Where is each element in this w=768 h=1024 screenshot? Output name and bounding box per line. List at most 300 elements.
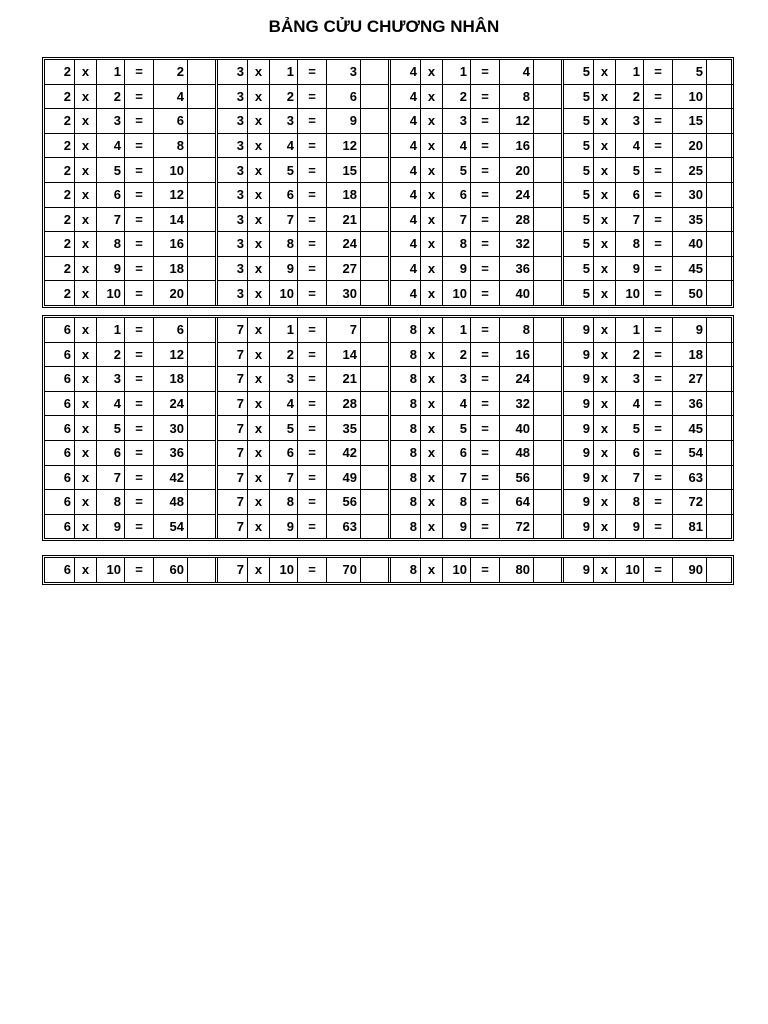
multiplicand-cell: 2	[63, 187, 71, 203]
blank-cell	[360, 257, 388, 281]
blank-cell	[533, 558, 561, 582]
multiplier-cell: 7	[96, 208, 124, 232]
multiplicand-cell: 6	[63, 562, 71, 578]
multiplicand-cell: 7	[236, 562, 244, 578]
table-row	[564, 415, 734, 440]
multiplier-cell: 2	[269, 343, 297, 367]
table-row	[564, 256, 734, 281]
product-cell: 12	[153, 183, 187, 207]
product-cell: 40	[499, 416, 533, 440]
equals-sign-cell: =	[124, 490, 153, 514]
blank-cell	[187, 318, 215, 342]
product-cell: 30	[672, 183, 706, 207]
equals-sign-cell: =	[470, 515, 499, 539]
multiplier-cell: 1	[442, 318, 470, 342]
table-row	[45, 514, 215, 539]
multiplicand-cell: 7	[236, 346, 244, 362]
multiplicand-cell: 8	[409, 346, 417, 362]
times-sign-cell: x	[593, 343, 615, 367]
product-cell: 14	[326, 343, 360, 367]
product-cell: 40	[672, 232, 706, 256]
multiplier-cell: 2	[442, 343, 470, 367]
times-table-block	[561, 318, 734, 538]
equals-sign-cell: =	[124, 558, 153, 582]
multiplier-cell: 9	[96, 515, 124, 539]
equals-sign-cell: =	[643, 85, 672, 109]
table-row	[564, 157, 734, 182]
times-sign-cell: x	[593, 232, 615, 256]
table-row	[218, 84, 388, 109]
product-cell: 42	[326, 441, 360, 465]
table-row	[45, 231, 215, 256]
blank-cell	[706, 466, 734, 490]
product-cell: 6	[326, 85, 360, 109]
table-row	[391, 391, 561, 416]
times-sign-cell: x	[420, 318, 442, 342]
times-sign-cell: x	[247, 134, 269, 158]
blank-cell	[533, 466, 561, 490]
table-row	[45, 280, 215, 305]
multiplier-cell: 4	[96, 134, 124, 158]
equals-sign-cell: =	[643, 60, 672, 84]
product-cell: 63	[326, 515, 360, 539]
equals-sign-cell: =	[124, 367, 153, 391]
multiplicand-cell: 4	[409, 64, 417, 80]
multiplicand-cell: 8	[409, 322, 417, 338]
blank-cell	[533, 109, 561, 133]
multiplicand-cell: 8	[409, 396, 417, 412]
table-row	[218, 157, 388, 182]
table-row	[45, 465, 215, 490]
multiplicand-cell: 8	[409, 519, 417, 535]
product-cell: 36	[499, 257, 533, 281]
times-sign-cell: x	[420, 232, 442, 256]
table-row	[564, 489, 734, 514]
equals-sign-cell: =	[470, 232, 499, 256]
multiplier-cell: 9	[269, 515, 297, 539]
table-row	[391, 256, 561, 281]
times-table-block	[215, 558, 388, 582]
equals-sign-cell: =	[470, 60, 499, 84]
times-sign-cell: x	[247, 343, 269, 367]
multiplicand-cell: 2	[63, 236, 71, 252]
times-table-block	[215, 318, 388, 538]
product-cell: 56	[326, 490, 360, 514]
multiplicand-cell: 4	[409, 236, 417, 252]
table-row	[45, 342, 215, 367]
blank-cell	[706, 343, 734, 367]
product-cell: 32	[499, 392, 533, 416]
times-sign-cell: x	[247, 158, 269, 182]
multiplicand-cell: 9	[582, 346, 590, 362]
table-row	[564, 280, 734, 305]
equals-sign-cell: =	[643, 416, 672, 440]
product-cell: 72	[672, 490, 706, 514]
multiplier-cell: 10	[442, 281, 470, 305]
multiplier-cell: 9	[615, 257, 643, 281]
times-sign-cell: x	[420, 416, 442, 440]
multiplier-cell: 1	[96, 318, 124, 342]
product-cell: 21	[326, 208, 360, 232]
times-sign-cell: x	[247, 109, 269, 133]
equals-sign-cell: =	[297, 158, 326, 182]
blank-cell	[360, 281, 388, 305]
table-row	[45, 440, 215, 465]
equals-sign-cell: =	[643, 208, 672, 232]
product-cell: 50	[672, 281, 706, 305]
equals-sign-cell: =	[297, 60, 326, 84]
table-row	[218, 440, 388, 465]
multiplicand-cell: 6	[63, 469, 71, 485]
blank-cell	[533, 416, 561, 440]
multiplier-cell: 5	[269, 416, 297, 440]
blank-cell	[706, 281, 734, 305]
table-row	[391, 440, 561, 465]
product-cell: 18	[153, 257, 187, 281]
blank-cell	[706, 257, 734, 281]
table-row	[564, 342, 734, 367]
multiplier-cell: 2	[615, 85, 643, 109]
times-sign-cell: x	[247, 490, 269, 514]
multiplicand-cell: 8	[409, 445, 417, 461]
table-row	[45, 256, 215, 281]
multiplicand-cell: 6	[63, 445, 71, 461]
times-sign-cell: x	[247, 183, 269, 207]
table-row	[391, 231, 561, 256]
blank-cell	[360, 367, 388, 391]
multiplier-cell: 4	[96, 392, 124, 416]
times-sign-cell: x	[247, 392, 269, 416]
multiplier-cell: 4	[615, 392, 643, 416]
blank-cell	[187, 515, 215, 539]
multiplier-cell: 9	[615, 515, 643, 539]
times-sign-cell: x	[74, 367, 96, 391]
product-cell: 8	[153, 134, 187, 158]
times-sign-cell: x	[74, 558, 96, 582]
table-row	[218, 207, 388, 232]
table-row	[391, 108, 561, 133]
product-cell: 18	[326, 183, 360, 207]
equals-sign-cell: =	[297, 416, 326, 440]
page-title: BẢNG CỬU CHƯƠNG NHÂN	[268, 17, 500, 36]
multiplicand-cell: 6	[63, 396, 71, 412]
equals-sign-cell: =	[124, 183, 153, 207]
times-sign-cell: x	[420, 515, 442, 539]
multiplier-cell: 3	[442, 109, 470, 133]
blank-cell	[187, 232, 215, 256]
multiplier-cell: 5	[615, 158, 643, 182]
equals-sign-cell: =	[297, 183, 326, 207]
equals-sign-cell: =	[643, 441, 672, 465]
times-table-block	[45, 318, 215, 538]
blank-cell	[187, 416, 215, 440]
multiplier-cell: 7	[269, 208, 297, 232]
product-cell: 30	[153, 416, 187, 440]
blank-cell	[360, 109, 388, 133]
blank-cell	[706, 60, 734, 84]
multiplier-cell: 2	[96, 343, 124, 367]
equals-sign-cell: =	[643, 183, 672, 207]
product-cell: 18	[672, 343, 706, 367]
blank-cell	[533, 257, 561, 281]
table-row	[564, 440, 734, 465]
table-row	[218, 133, 388, 158]
equals-sign-cell: =	[470, 392, 499, 416]
multiplicand-cell: 3	[236, 162, 244, 178]
times-sign-cell: x	[420, 85, 442, 109]
table-row	[218, 256, 388, 281]
table-row	[564, 366, 734, 391]
multiplicand-cell: 7	[236, 371, 244, 387]
multiplier-cell: 6	[442, 183, 470, 207]
times-sign-cell: x	[74, 416, 96, 440]
times-sign-cell: x	[420, 134, 442, 158]
equals-sign-cell: =	[124, 158, 153, 182]
multiplier-cell: 6	[96, 183, 124, 207]
equals-sign-cell: =	[297, 490, 326, 514]
times-table-block	[215, 60, 388, 305]
product-cell: 24	[326, 232, 360, 256]
equals-sign-cell: =	[297, 558, 326, 582]
equals-sign-cell: =	[124, 257, 153, 281]
blank-cell	[706, 318, 734, 342]
multiplier-cell: 6	[269, 441, 297, 465]
times-sign-cell: x	[247, 318, 269, 342]
multiplier-cell: 10	[269, 558, 297, 582]
product-cell: 24	[499, 367, 533, 391]
times-sign-cell: x	[593, 558, 615, 582]
times-sign-cell: x	[74, 281, 96, 305]
equals-sign-cell: =	[124, 109, 153, 133]
times-sign-cell: x	[74, 158, 96, 182]
multiplier-cell: 3	[96, 109, 124, 133]
equals-sign-cell: =	[470, 109, 499, 133]
product-cell: 54	[672, 441, 706, 465]
multiplicand-cell: 3	[236, 187, 244, 203]
multiplier-cell: 9	[96, 257, 124, 281]
table-row	[564, 207, 734, 232]
table-row	[391, 514, 561, 539]
blank-cell	[533, 515, 561, 539]
multiplier-cell: 7	[615, 208, 643, 232]
times-table-block	[45, 60, 215, 305]
equals-sign-cell: =	[124, 281, 153, 305]
product-cell: 12	[153, 343, 187, 367]
blank-cell	[187, 109, 215, 133]
times-sign-cell: x	[247, 281, 269, 305]
multiplicand-cell: 4	[409, 138, 417, 154]
times-sign-cell: x	[593, 183, 615, 207]
times-sign-cell: x	[74, 134, 96, 158]
multiplicand-cell: 5	[582, 113, 590, 129]
equals-sign-cell: =	[297, 281, 326, 305]
blank-cell	[187, 490, 215, 514]
equals-sign-cell: =	[297, 232, 326, 256]
blank-cell	[533, 367, 561, 391]
times-sign-cell: x	[247, 232, 269, 256]
product-cell: 9	[326, 109, 360, 133]
blank-cell	[706, 490, 734, 514]
table-row	[218, 558, 388, 582]
blank-cell	[533, 232, 561, 256]
equals-sign-cell: =	[124, 441, 153, 465]
table-row	[218, 60, 388, 84]
times-sign-cell: x	[420, 208, 442, 232]
equals-sign-cell: =	[297, 515, 326, 539]
multiplicand-cell: 2	[63, 285, 71, 301]
times-table-block	[561, 558, 734, 582]
blank-cell	[706, 558, 734, 582]
times-table-block	[561, 60, 734, 305]
table-row	[45, 84, 215, 109]
blank-cell	[360, 416, 388, 440]
equals-sign-cell: =	[643, 232, 672, 256]
product-cell: 48	[499, 441, 533, 465]
times-sign-cell: x	[247, 441, 269, 465]
equals-sign-cell: =	[124, 208, 153, 232]
product-cell: 10	[153, 158, 187, 182]
multiplier-cell: 3	[615, 367, 643, 391]
blank-cell	[360, 134, 388, 158]
multiplication-table-times-10	[42, 555, 734, 585]
multiplicand-cell: 7	[236, 396, 244, 412]
multiplier-cell: 5	[96, 416, 124, 440]
multiplier-cell: 5	[615, 416, 643, 440]
equals-sign-cell: =	[297, 109, 326, 133]
times-sign-cell: x	[593, 158, 615, 182]
product-cell: 20	[499, 158, 533, 182]
multiplicand-cell: 5	[582, 88, 590, 104]
blank-cell	[706, 441, 734, 465]
table-row	[564, 465, 734, 490]
multiplication-table-2-to-5	[42, 57, 734, 308]
equals-sign-cell: =	[643, 515, 672, 539]
multiplicand-cell: 4	[409, 187, 417, 203]
multiplier-cell: 6	[615, 183, 643, 207]
blank-cell	[187, 158, 215, 182]
product-cell: 4	[153, 85, 187, 109]
product-cell: 15	[672, 109, 706, 133]
multiplicand-cell: 5	[582, 162, 590, 178]
table-row	[218, 318, 388, 342]
table-row	[218, 342, 388, 367]
blank-cell	[360, 60, 388, 84]
product-cell: 27	[326, 257, 360, 281]
product-cell: 28	[326, 392, 360, 416]
times-sign-cell: x	[247, 558, 269, 582]
product-cell: 28	[499, 208, 533, 232]
multiplier-cell: 6	[615, 441, 643, 465]
multiplier-cell: 2	[615, 343, 643, 367]
multiplier-cell: 8	[615, 490, 643, 514]
blank-cell	[187, 392, 215, 416]
multiplier-cell: 8	[615, 232, 643, 256]
multiplicand-cell: 5	[582, 138, 590, 154]
blank-cell	[533, 134, 561, 158]
blank-cell	[706, 109, 734, 133]
equals-sign-cell: =	[470, 558, 499, 582]
equals-sign-cell: =	[470, 281, 499, 305]
table-row	[564, 318, 734, 342]
times-sign-cell: x	[74, 85, 96, 109]
multiplier-cell: 3	[442, 367, 470, 391]
multiplier-cell: 10	[96, 558, 124, 582]
multiplier-cell: 8	[269, 490, 297, 514]
times-sign-cell: x	[593, 367, 615, 391]
multiplier-cell: 10	[269, 281, 297, 305]
times-sign-cell: x	[74, 318, 96, 342]
table-row	[564, 108, 734, 133]
table-row	[564, 231, 734, 256]
multiplicand-cell: 7	[236, 494, 244, 510]
product-cell: 30	[326, 281, 360, 305]
product-cell: 63	[672, 466, 706, 490]
multiplicand-cell: 9	[582, 445, 590, 461]
blank-cell	[706, 183, 734, 207]
product-cell: 15	[326, 158, 360, 182]
equals-sign-cell: =	[297, 441, 326, 465]
equals-sign-cell: =	[124, 392, 153, 416]
multiplicand-cell: 9	[582, 396, 590, 412]
blank-cell	[533, 85, 561, 109]
times-sign-cell: x	[420, 392, 442, 416]
table-row	[218, 489, 388, 514]
table-row	[391, 133, 561, 158]
equals-sign-cell: =	[470, 183, 499, 207]
equals-sign-cell: =	[643, 109, 672, 133]
times-sign-cell: x	[420, 158, 442, 182]
times-sign-cell: x	[74, 466, 96, 490]
table-row	[391, 366, 561, 391]
multiplicand-cell: 9	[582, 562, 590, 578]
equals-sign-cell: =	[470, 441, 499, 465]
table-row	[391, 60, 561, 84]
product-cell: 6	[153, 318, 187, 342]
multiplicand-cell: 2	[63, 261, 71, 277]
blank-cell	[533, 158, 561, 182]
equals-sign-cell: =	[470, 318, 499, 342]
table-row	[564, 182, 734, 207]
table-row	[45, 207, 215, 232]
equals-sign-cell: =	[643, 281, 672, 305]
product-cell: 36	[153, 441, 187, 465]
times-sign-cell: x	[593, 208, 615, 232]
product-cell: 81	[672, 515, 706, 539]
multiplier-cell: 3	[96, 367, 124, 391]
blank-cell	[360, 441, 388, 465]
table-row	[564, 84, 734, 109]
multiplier-cell: 8	[96, 232, 124, 256]
times-sign-cell: x	[593, 318, 615, 342]
times-sign-cell: x	[247, 60, 269, 84]
multiplicand-cell: 3	[236, 211, 244, 227]
equals-sign-cell: =	[124, 416, 153, 440]
multiplicand-cell: 3	[236, 64, 244, 80]
product-cell: 8	[499, 85, 533, 109]
blank-cell	[706, 232, 734, 256]
product-cell: 42	[153, 466, 187, 490]
multiplier-cell: 7	[96, 466, 124, 490]
product-cell: 64	[499, 490, 533, 514]
equals-sign-cell: =	[297, 257, 326, 281]
product-cell: 24	[153, 392, 187, 416]
times-sign-cell: x	[593, 515, 615, 539]
table-row	[391, 207, 561, 232]
blank-cell	[706, 367, 734, 391]
equals-sign-cell: =	[470, 466, 499, 490]
multiplicand-cell: 9	[582, 371, 590, 387]
table-row	[391, 182, 561, 207]
